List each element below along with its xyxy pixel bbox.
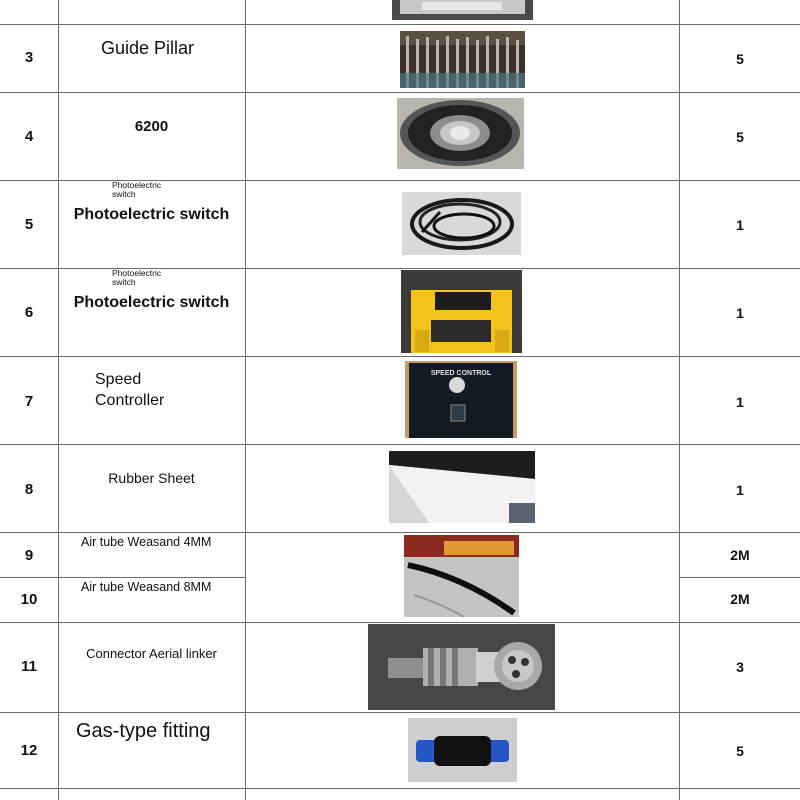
yellow-sensor-photo	[401, 270, 522, 353]
item-quantity: 1	[736, 305, 744, 321]
item-name: Photoelectric switch	[73, 206, 230, 223]
row-number: 3	[24, 49, 34, 66]
item-quantity: 5	[736, 743, 744, 759]
bearing-photo	[397, 98, 524, 169]
row-number: 7	[24, 393, 34, 410]
rubber-sheet-photo	[389, 451, 535, 523]
item-quantity: 1	[736, 394, 744, 410]
item-quantity: 2M	[730, 547, 750, 563]
aerial-connector-photo	[368, 624, 555, 710]
controller-label-text: SPEED CONTROL	[430, 370, 492, 377]
row-number: 12	[20, 742, 38, 759]
speed-controller-photo	[405, 361, 517, 438]
item-name: Guide Pillar	[101, 38, 195, 58]
guide-pillar-photo	[400, 31, 525, 88]
air-tube-photo	[404, 535, 519, 617]
item-name: Connector Aerial linker	[86, 646, 217, 661]
item-name-line: Speed	[95, 371, 142, 388]
item-name: Photoelectric switch	[73, 294, 230, 311]
item-quantity: 1	[736, 217, 744, 233]
item-name	[95, 369, 164, 411]
item-quantity: 1	[736, 482, 744, 498]
row-number: 5	[24, 216, 34, 233]
item-name-line: Controller	[95, 392, 165, 409]
row-number: 4	[24, 128, 34, 145]
gas-fitting-photo	[408, 718, 517, 782]
item-name: Gas-type fitting	[76, 720, 211, 742]
partial-bottom-photo	[398, 794, 522, 800]
item-quantity: 5	[736, 129, 744, 145]
row-number: 10	[20, 591, 38, 608]
item-name: Rubber Sheet	[108, 470, 195, 486]
item-quantity: 2M	[730, 591, 750, 607]
item-name: Air tube Weasand 8MM	[81, 580, 212, 594]
item-name: Air tube Weasand 4MM	[81, 535, 212, 549]
item-quantity: 3	[736, 659, 744, 675]
row-number: 6	[24, 304, 34, 321]
sensor-cable-photo	[402, 192, 521, 255]
row-number: 11	[21, 658, 37, 675]
item-quantity: 5	[736, 51, 744, 67]
row-number: 9	[24, 547, 34, 564]
item-small-caption: Photoelectric switch	[112, 180, 162, 199]
partial-top-photo	[392, 0, 533, 20]
row-number: 8	[24, 481, 34, 498]
item-name: 6200	[134, 118, 169, 135]
item-small-caption: Photoelectric switch	[112, 268, 162, 287]
